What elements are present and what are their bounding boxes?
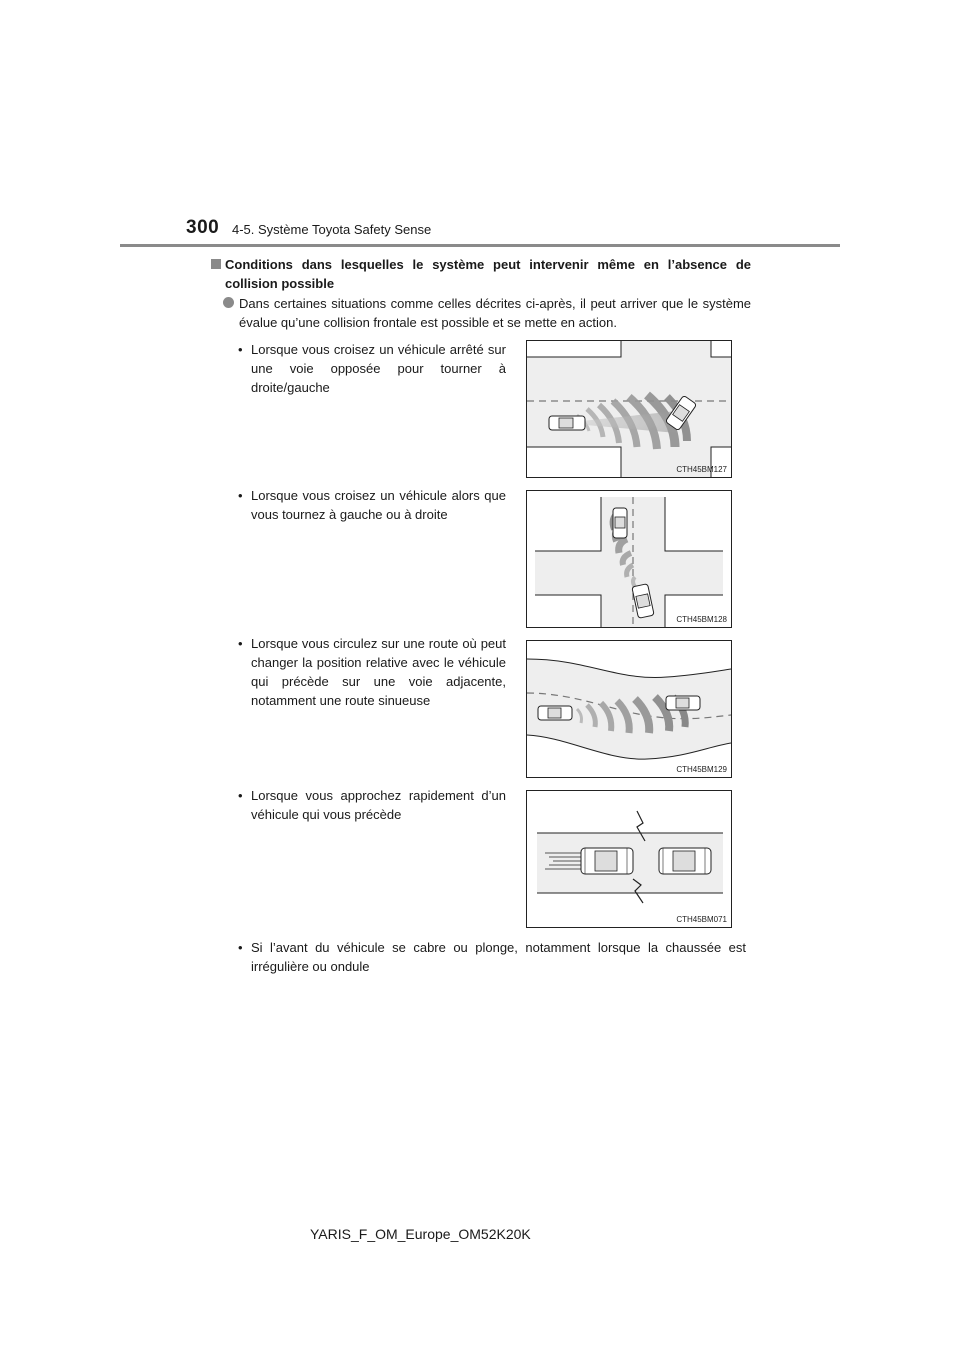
intro-text: Dans certaines situations comme celles décrites ci-après, il peut arriver que le système évalue qu’une collision frontale est possible et se mette en action. — [239, 296, 751, 330]
list-item — [238, 786, 506, 824]
list-bullet: • — [238, 940, 243, 955]
list-item-text: Lorsque vous approchez rapidement d’un véhicule qui vous précède — [251, 788, 506, 822]
circle-bullet-icon — [223, 297, 234, 308]
page-number: 300 — [186, 217, 220, 238]
figure-intersection-stopped-vehicle — [526, 340, 732, 478]
figure-code: CTH45BM129 — [676, 765, 727, 774]
list-item-text: Lorsque vous croisez un véhicule alors que vous tournez à gauche ou à droite — [251, 488, 506, 522]
figure-intersection-turning — [526, 490, 732, 628]
list-item — [238, 938, 746, 976]
list-item — [238, 486, 506, 524]
list-item — [238, 340, 506, 397]
figure-rapid-approach — [526, 790, 732, 928]
list-item — [238, 634, 506, 710]
list-item-text: Lorsque vous circulez sur une route où peut changer la position relative avec le véhicule qui précède sur une voie adjacente, notamment une route sinueuse — [251, 636, 506, 708]
list-item-text: Lorsque vous croisez un véhicule arrêté sur une voie opposée pour tourner à droite/gauche — [251, 342, 506, 395]
section-heading — [211, 255, 751, 293]
heading-text: Conditions dans lesquelles le système peut intervenir même en l’absence de collision possible — [225, 257, 751, 291]
figure-code: CTH45BM127 — [676, 465, 727, 474]
square-bullet-icon — [211, 259, 221, 269]
list-bullet: • — [238, 488, 243, 503]
figure-winding-road — [526, 640, 732, 778]
intro-paragraph — [223, 294, 751, 332]
list-bullet: • — [238, 788, 243, 803]
footer-document-code: YARIS_F_OM_Europe_OM52K20K — [310, 1226, 531, 1242]
figure-code: CTH45BM071 — [676, 915, 727, 924]
section-title: 4-5. Système Toyota Safety Sense — [232, 222, 432, 237]
header-divider — [120, 244, 840, 247]
list-bullet: • — [238, 342, 243, 357]
figure-code: CTH45BM128 — [676, 615, 727, 624]
list-bullet: • — [238, 636, 243, 651]
list-item-text: Si l’avant du véhicule se cabre ou plonge, notamment lorsque la chaussée est irrégulière ou ondule — [251, 940, 746, 974]
